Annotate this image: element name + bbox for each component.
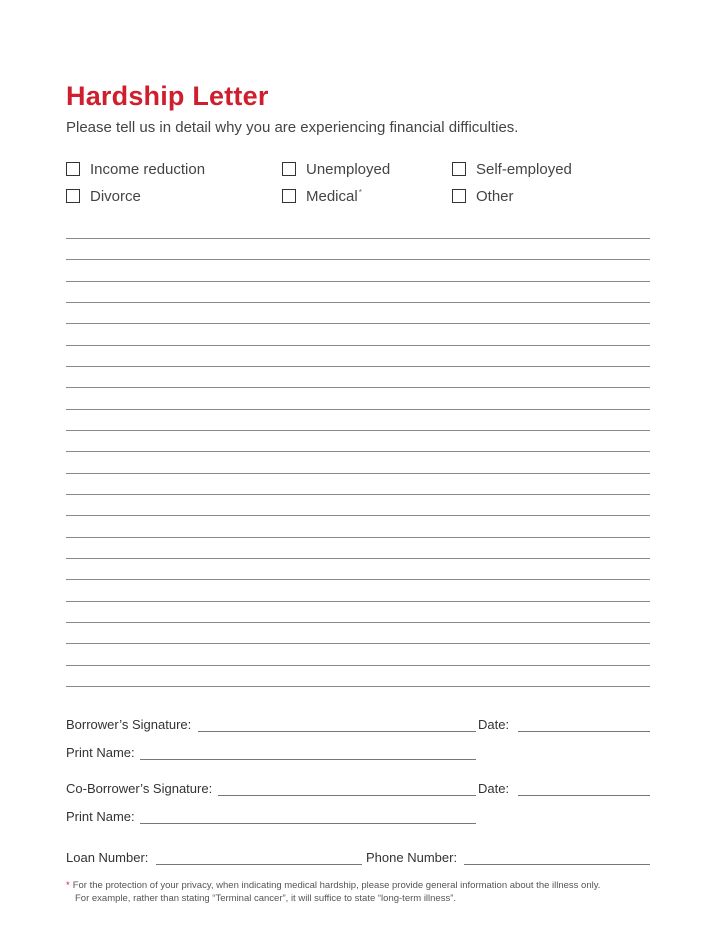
co-borrower-date-label: Date: [478,781,510,796]
privacy-footnote [66,879,656,905]
writing-line[interactable] [66,579,650,580]
checkbox-label-unemployed: Unemployed [306,160,391,178]
writing-line[interactable] [66,430,650,431]
medical-label-text: Medical [306,187,358,205]
footnote-line-2: For example, rather than stating “Terminal cancer”, it will suffice to state “long-term illness”. [75,893,457,904]
writing-line[interactable] [66,537,650,538]
checkbox-label-other: Other [476,187,514,205]
co-borrower-signature-label: Co-Borrower’s Signature: [66,781,213,796]
checkbox-unemployed[interactable] [282,158,390,180]
borrower-date-field[interactable] [518,731,650,732]
co-borrower-signature-field[interactable] [218,795,476,796]
checkbox-box-icon[interactable] [66,189,80,203]
phone-number-label: Phone Number: [366,850,458,865]
medical-footnote-mark: * [358,187,362,197]
borrower-print-name-label: Print Name: [66,745,135,760]
checkbox-label-divorce: Divorce [90,187,141,205]
page-subtitle: Please tell us in detail why you are experiencing financial difficulties. [66,119,519,136]
writing-line[interactable] [66,259,650,260]
co-borrower-print-name-field[interactable] [140,823,476,824]
writing-line[interactable] [66,281,650,282]
borrower-signature-row [66,716,650,736]
writing-line[interactable] [66,409,650,410]
borrower-signature-field[interactable] [198,731,476,732]
writing-line[interactable] [66,515,650,516]
checkbox-other[interactable] [452,185,514,207]
footnote-mark: * [66,880,70,891]
borrower-print-name-field[interactable] [140,759,476,760]
checkbox-box-icon[interactable] [452,162,466,176]
writing-line[interactable] [66,387,650,388]
writing-line[interactable] [66,643,650,644]
footnote-line-1: For the protection of your privacy, when indicating medical hardship, please provide general information about the illness only. [72,880,601,891]
page-title: Hardship Letter [66,81,269,111]
checkbox-box-icon[interactable] [282,162,296,176]
writing-line[interactable] [66,494,650,495]
co-borrower-print-name-label: Print Name: [66,809,135,824]
checkbox-box-icon[interactable] [282,189,296,203]
co-borrower-date-field[interactable] [518,795,650,796]
checkbox-income-reduction[interactable] [66,158,205,180]
loan-number-label: Loan Number: [66,850,149,865]
checkbox-self-employed[interactable] [452,158,572,180]
loan-phone-row [66,849,650,869]
checkbox-divorce[interactable] [66,185,141,207]
checkbox-box-icon[interactable] [452,189,466,203]
borrower-date-label: Date: [478,717,510,732]
writing-line[interactable] [66,451,650,452]
checkbox-medical[interactable] [282,185,362,207]
phone-number-field[interactable] [464,864,650,865]
co-borrower-print-name-row [66,808,650,828]
writing-line[interactable] [66,558,650,559]
writing-line[interactable] [66,665,650,666]
writing-line[interactable] [66,366,650,367]
hardship-reasons [66,158,650,210]
writing-line[interactable] [66,345,650,346]
checkbox-label-income-reduction: Income reduction [90,160,206,178]
loan-number-field[interactable] [156,864,362,865]
checkbox-label-medical [306,188,362,205]
writing-line[interactable] [66,601,650,602]
borrower-print-name-row [66,744,650,764]
co-borrower-signature-row [66,780,650,800]
writing-line[interactable] [66,473,650,474]
checkbox-box-icon[interactable] [66,162,80,176]
checkbox-label-self-employed: Self-employed [476,160,572,178]
writing-line[interactable] [66,686,650,687]
writing-line[interactable] [66,323,650,324]
writing-line[interactable] [66,622,650,623]
writing-line[interactable] [66,238,650,239]
writing-line[interactable] [66,302,650,303]
borrower-signature-label: Borrower’s Signature: [66,717,192,732]
